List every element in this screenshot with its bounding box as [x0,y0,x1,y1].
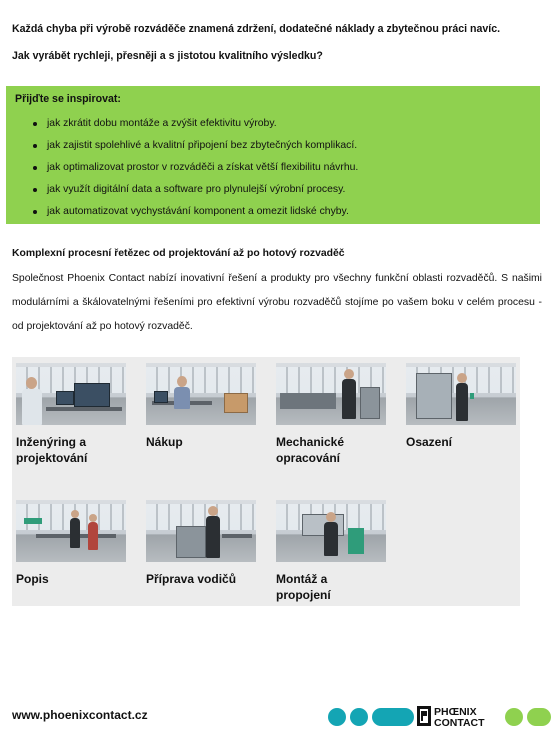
step-label: Osazení [406,435,453,449]
step-label: Mechanické opracování [276,435,345,465]
decor-dot [527,708,551,726]
intro-question-text: Jak vyrábět rychleji, přesněji a s jistotou kvalitního výsledku? [12,50,323,62]
list-item: jak optimalizovat prostor v rozváděči a získat větší flexibilitu návrhu. [6,157,540,179]
website-link[interactable]: www.phoenixcontact.cz [12,708,148,722]
step-machining [276,363,386,466]
inspiration-heading: Přijďte se inspirovat: [15,93,121,105]
inspiration-box [6,86,540,224]
svg-text:PHŒNIX: PHŒNIX [434,706,477,718]
inspiration-list [6,113,540,223]
section-body: Společnost Phoenix Contact nabízí inovativní řešení a produkty pro všechny funkční oblasti rozvaděčů. S našimi modulárními a škálovatelnými řešeními pro efektivní výrobu rozvaděčů stojíme po vašem boku v celém procesu - od projektování až po hotový rozvaděč. [12,273,542,332]
machining-photo [276,363,386,425]
step-purchasing [146,363,256,450]
step-assembly [406,363,516,450]
intro-problem-text: Každá chyba při výrobě rozváděče znamená zdržení, dodatečné náklady a zbytečnou práci navíc. [12,23,501,35]
engineering-photo [16,363,126,425]
step-engineering [16,363,126,466]
step-wire-preparation [146,500,256,587]
step-label: Inženýring a projektování [16,435,88,465]
list-item: jak zkrátit dobu montáže a zvýšit efektivitu výroby. [6,113,540,135]
decor-dot [328,708,346,726]
assembly-photo [406,363,516,425]
step-label: Montáž a propojení [276,572,331,602]
step-label: Nákup [146,435,183,449]
list-item: jak využít digitální data a software pro plynulejší výrobní procesy. [6,179,540,201]
decor-dot [350,708,368,726]
wire-preparation-photo [146,500,256,562]
step-label: Popis [16,572,49,586]
list-item: jak automatizovat vychystávání komponent a omezit lidské chyby. [6,201,540,223]
purchasing-photo [146,363,256,425]
svg-text:CONTACT: CONTACT [434,717,485,729]
process-steps-panel [12,357,520,606]
decor-dot [372,708,414,726]
section-heading: Komplexní procesní řetězec od projektování až po hotový rozvaděč [12,248,345,259]
decor-dot [505,708,523,726]
list-item: jak zajistit spolehlivé a kvalitní připojení bez zbytečných komplikací. [6,135,540,157]
marking-photo [16,500,126,562]
step-marking [16,500,126,587]
wiring-photo [276,500,386,562]
intro [12,22,542,76]
process-chain-section [12,248,542,339]
step-label: Příprava vodičů [146,572,237,586]
step-wiring [276,500,386,603]
phoenix-contact-logo [416,703,502,729]
